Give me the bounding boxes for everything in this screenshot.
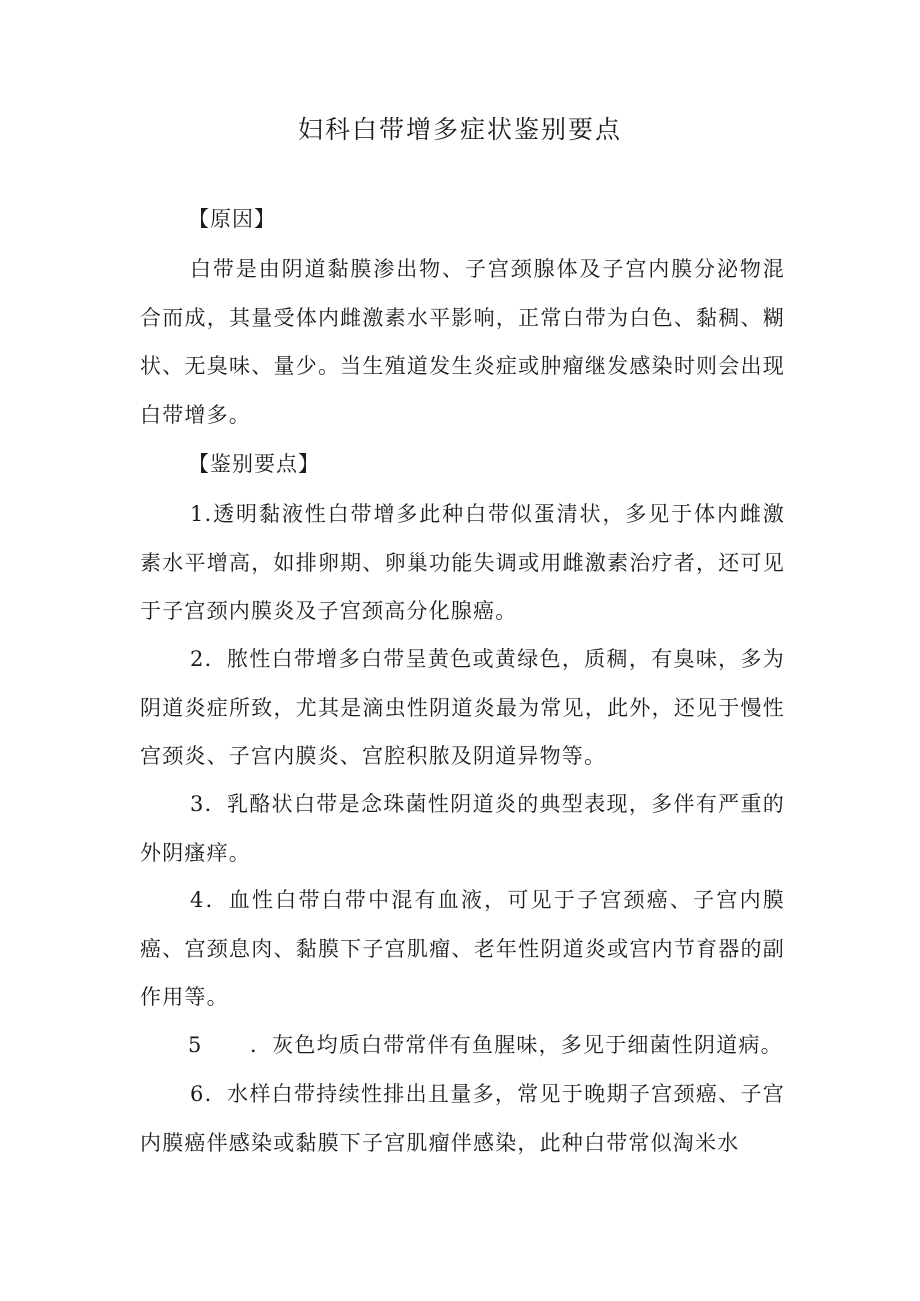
point-item-5-text: ．灰色均质白带常伴有鱼腥味，多见于细菌性阴道病。: [250, 1033, 783, 1057]
point-item-1: 1.透明黏液性白带增多此种白带似蛋清状，多见于体内雌激素水平增高，如排卵期、卵巢功能失调或用雌激素治疗者，还可见于子宫颈内膜炎及子宫颈高分化腺癌。: [140, 502, 785, 623]
document-title: 妇科白带增多症状鉴别要点: [297, 115, 622, 144]
point-item-3: 3．乳酪状白带是念珠菌性阴道炎的典型表现，多伴有严重的外阴瘙痒。: [140, 792, 785, 865]
point-item-5: [188, 1021, 798, 1070]
cause-paragraph: 白带是由阴道黏膜渗出物、子宫颈腺体及子宫内膜分泌物混合而成，其量受体内雌激素水平影响，正常白带为白色、黏稠、糊状、无臭味、量少。当生殖道发生炎症或肿瘤继发感染时则会出现白带增多。: [140, 257, 785, 427]
point-item-2: 2．脓性白带增多白带呈黄色或黄绿色，质稠，有臭味，多为阴道炎症所致，尤其是滴虫性阴道炎最为常见，此外，还见于慢性宫颈炎、子宫内膜炎、宫腔积脓及阴道异物等。: [140, 647, 785, 768]
point-item-6: 6．水样白带持续性排出且量多，常见于晚期子宫颈癌、子宫内膜癌伴感染或黏膜下子宫肌瘤伴感染，此种白带常似淘米水: [140, 1082, 785, 1155]
point-item-4: 4．血性白带白带中混有血液，可见于子宫颈癌、子宫内膜癌、宫颈息肉、黏膜下子宫肌瘤、老年性阴道炎或宫内节育器的副作用等。: [140, 888, 785, 1009]
point-item-5-number: 5: [188, 1033, 203, 1057]
section-heading-points: 【鉴别要点】: [188, 452, 320, 476]
section-heading-cause: 【原因】: [188, 207, 276, 231]
